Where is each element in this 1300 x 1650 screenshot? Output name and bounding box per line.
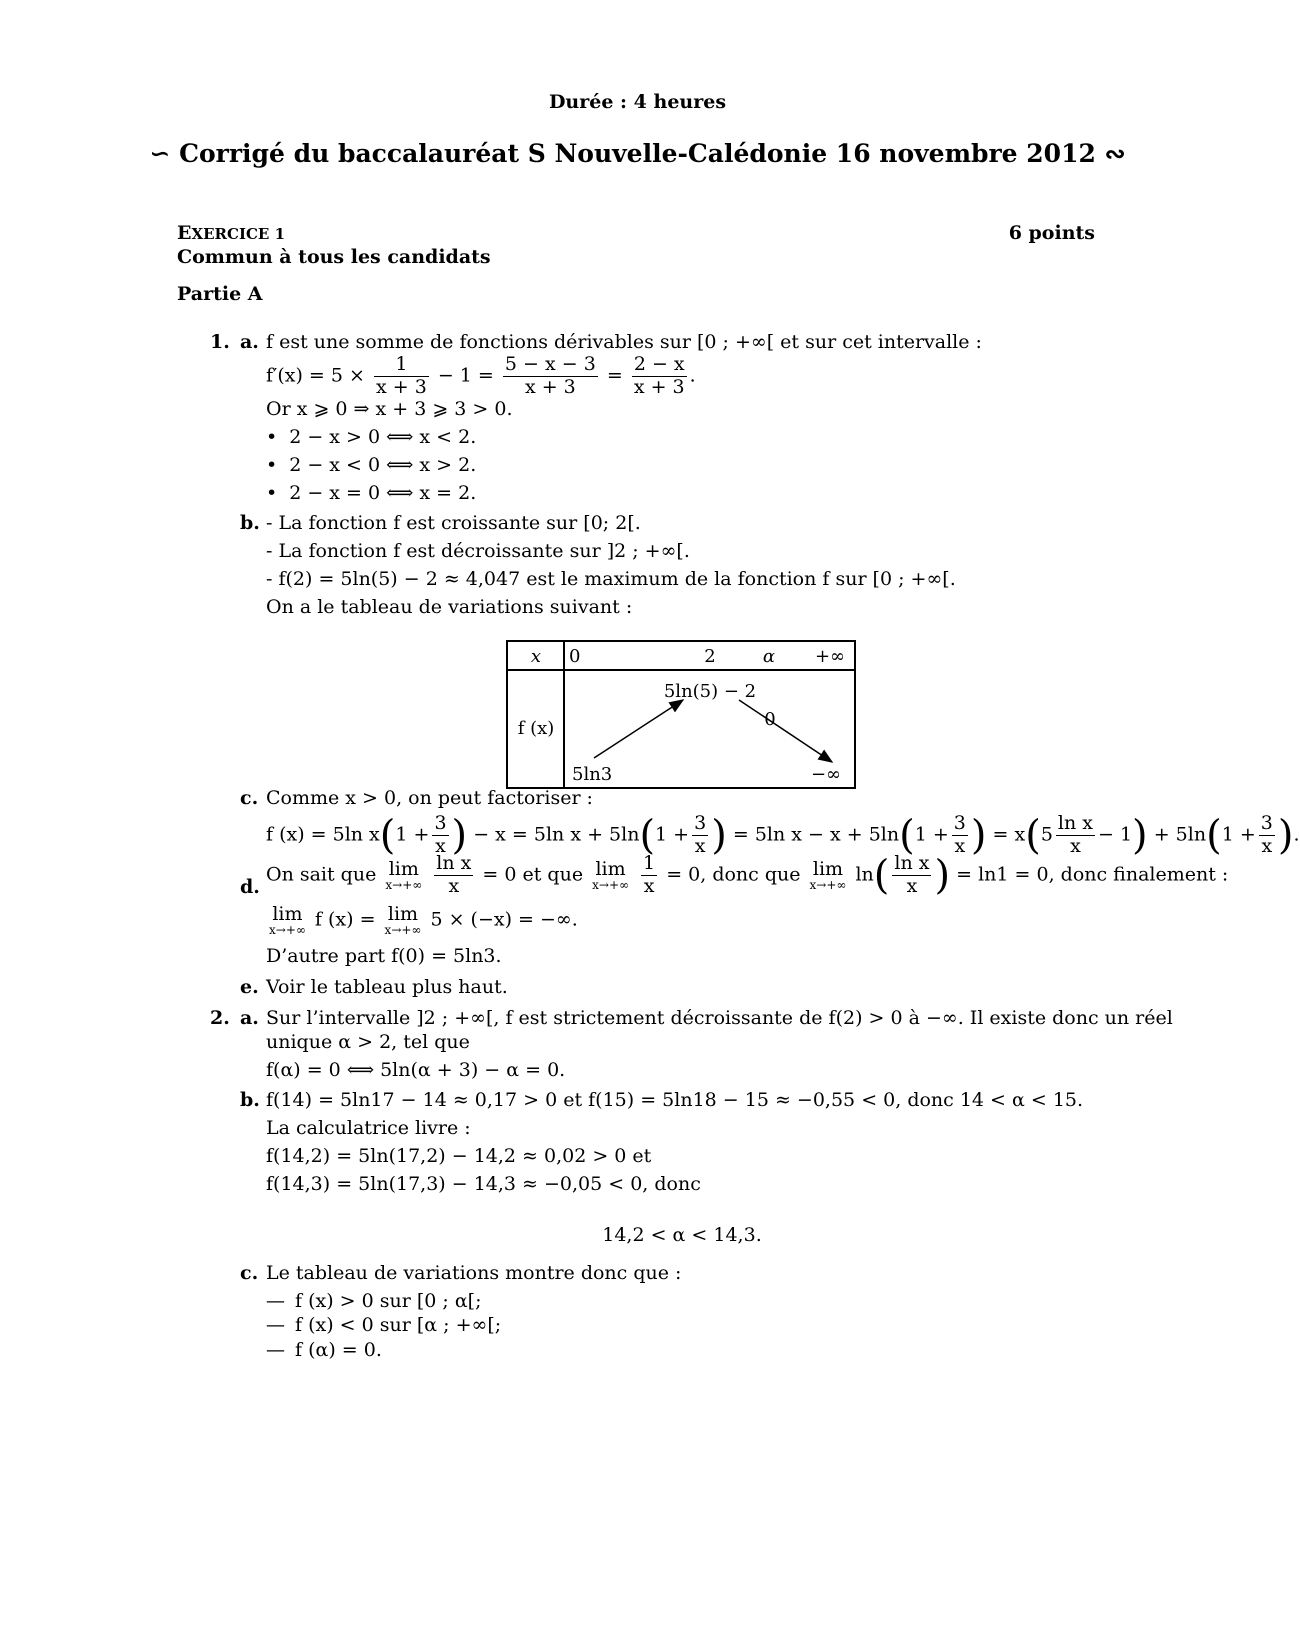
exercise-label (177, 221, 285, 246)
q2b-result: 14,2 < α < 14,3. (602, 1224, 762, 1246)
table-x0: 0 (569, 646, 581, 667)
decrease-arrow (739, 700, 832, 762)
limit: lim x→+∞ (385, 857, 423, 892)
q2a-letter: a. (240, 1007, 259, 1029)
part-heading: Partie A (177, 283, 263, 305)
q1c-letter: c. (240, 787, 259, 809)
q1a-letter: a. (240, 331, 259, 353)
table-start: 5ln3 (572, 764, 613, 785)
q1a-line1: f est une somme de fonctions dérivables sur [0 ; +∞[ et sur cet intervalle : (266, 331, 982, 353)
q2c-item-3: — f (α) = 0. (266, 1339, 382, 1361)
q1b-line3: - f(2) = 5ln(5) − 2 ≈ 4,047 est le maximum de la fonction f sur [0 ; +∞[. (266, 568, 956, 590)
deriv-mid1: − 1 = (437, 364, 494, 387)
q1e-text: Voir le tableau plus haut. (266, 976, 508, 998)
limit: lim x→+∞ (592, 857, 629, 892)
table-border (507, 641, 855, 788)
q1b-line4: On a le tableau de variations suivant : (266, 596, 633, 618)
q2b-letter: b. (240, 1089, 260, 1111)
q2c-line1: Le tableau de variations montre donc que : (266, 1262, 682, 1284)
fraction-3: $\frac{2 - x}{x + 3}$ (633, 353, 685, 398)
q2a-line3: f(α) = 0 ⟺ 5ln(α + 3) − α = 0. (266, 1059, 566, 1081)
q1b-line1: - La fonction f est croissante sur [0; 2[. (266, 512, 641, 534)
q2b-line2: La calculatrice livre : (266, 1117, 471, 1139)
duration: Durée : 4 heures (548, 91, 727, 113)
table-xinf: +∞ (814, 646, 846, 667)
ornament-right-icon: ∾ (1104, 139, 1126, 168)
dash-icon: — (266, 1339, 285, 1361)
title-text: Corrigé du baccalauréat S Nouvelle-Calédonie 16 novembre 2012 (179, 139, 1096, 168)
exercise-audience: Commun à tous les candidats (177, 246, 491, 268)
q2-number: 2. (210, 1007, 230, 1029)
q1d-line3: D’autre part f(0) = 5ln3. (266, 945, 502, 967)
exercise-label-initial: E (177, 222, 192, 244)
table-zero: 0 (764, 709, 776, 730)
page-title (0, 138, 1275, 171)
fraction-2: $\frac{5 - x - 3}{x + 3}$ (504, 353, 596, 398)
q2c-letter: c. (240, 1262, 259, 1284)
deriv-lhs: f′(x) = 5 × (266, 364, 365, 387)
table-max: 5ln(5) − 2 (663, 681, 757, 702)
q1d-line1: On sait que lim x→+∞ $\frac{\text{ln x}}{x}$ = 0 et que lim x→+∞ $\frac{1}{x}$ = 0, donc que lim x→+∞ ln( $\frac{\text{ln x}}{x}$ ) = ln1 = 0, donc finalement : (266, 852, 1229, 899)
q1a-derivative: f′(x) = 5 × $\frac{1}{x + 3}$ − 1 = $\frac{5 - x - 3}{x + 3}$ = $\frac{2 - x}{x + 3}$ . (266, 353, 696, 398)
q2c-item-1: — f (x) > 0 sur [0 ; α[; (266, 1290, 482, 1312)
q1e-letter: e. (240, 976, 259, 998)
fraction-1: $\frac{1}{x + 3}$ (375, 353, 427, 398)
q2b-line4: f(14,3) = 5ln(17,3) − 14,3 ≈ −0,05 < 0, donc (266, 1173, 701, 1195)
q2b-line1: f(14) = 5ln17 − 14 ≈ 0,17 > 0 et f(15) = 5ln18 − 15 ≈ −0,55 < 0, donc 14 < α < 15. (266, 1089, 1084, 1111)
q1b-line2: - La fonction f est décroissante sur ]2 ; +∞[. (266, 540, 690, 562)
dash-icon: — (266, 1314, 285, 1336)
limit: lim x→+∞ (809, 857, 847, 892)
q1b-letter: b. (240, 512, 260, 534)
q1c-intro: Comme x > 0, on peut factoriser : (266, 787, 593, 809)
table-f-label: f (x) (517, 718, 555, 739)
q2c-item-2: — f (x) < 0 sur [α ; +∞[; (266, 1314, 502, 1336)
q1a-bullet-2: • 2 − x < 0 ⟺ x > 2. (266, 454, 477, 476)
q2a-line1: Sur l’intervalle ]2 ; +∞[, f est strictement décroissante de f(2) > 0 à −∞. Il existe donc un réel (266, 1007, 1173, 1029)
q1a-or-line: Or x ⩾ 0 ⇒ x + 3 ⩾ 3 > 0. (266, 398, 513, 420)
q1c-factorisation: f (x) = 5ln x(1 + $\frac{3}{x}$ ) − x = 5ln x + 5ln(1 + $\frac{3}{x}$ ) = 5ln x − x + 5ln(1 + $\frac{3}{x}$ ) = x(5 $\frac{\text{ln x}}{x}$ − 1) + 5ln(1 + $\frac{3}{x}$ ). (266, 812, 1300, 859)
bullet-icon: • (266, 454, 278, 476)
q2b-line3: f(14,2) = 5ln(17,2) − 14,2 ≈ 0,02 > 0 et (266, 1145, 652, 1167)
dash-icon: — (266, 1290, 285, 1312)
q1a-bullet-1: • 2 − x > 0 ⟺ x < 2. (266, 426, 477, 448)
q1d-line2: lim x→+∞ f (x) = lim x→+∞ 5 × (−x) = −∞. (269, 903, 578, 937)
deriv-mid2: = (606, 364, 623, 387)
q1-number: 1. (210, 331, 230, 353)
table-x2: 2 (704, 646, 716, 667)
table-xalpha: α (762, 646, 776, 667)
table-end: −∞ (810, 764, 842, 785)
q1d-letter: d. (240, 876, 260, 898)
bullet-icon: • (266, 426, 278, 448)
exercise-points: 6 points (1008, 222, 1095, 244)
exercise-label-rest: XERCICE 1 (191, 225, 286, 243)
limit: lim x→+∞ (269, 903, 306, 937)
q2a-line2: unique α > 2, tel que (266, 1031, 470, 1053)
increase-arrow (594, 700, 683, 758)
limit: lim x→+∞ (384, 903, 422, 937)
ornament-left-icon: ∽ (149, 139, 171, 168)
bullet-icon: • (266, 482, 278, 504)
q1a-bullet-3: • 2 − x = 0 ⟺ x = 2. (266, 482, 477, 504)
table-x-label: x (530, 646, 542, 667)
variation-table (506, 640, 856, 790)
